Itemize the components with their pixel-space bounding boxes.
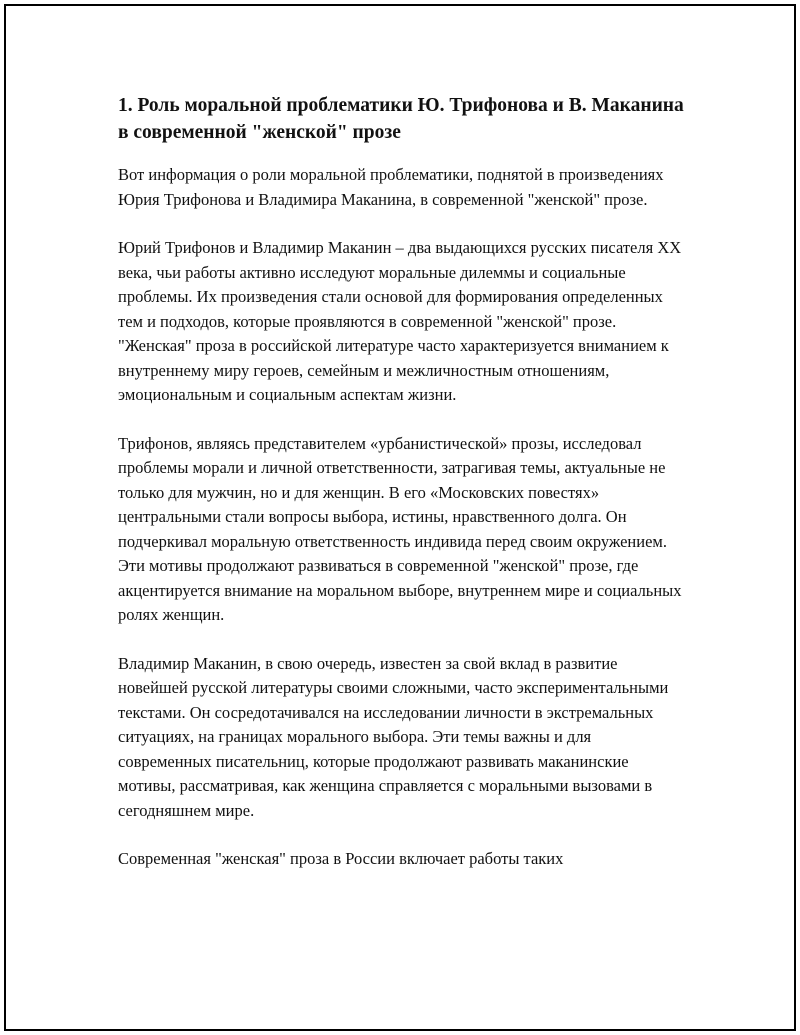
paragraph-authors: Юрий Трифонов и Владимир Маканин – два выдающихся русских писателя XX века, чьи работы активно исследуют моральные дилеммы и социальные проблемы. Их произведения стали основой для формирования определенных тем и подходов, которые проявляются в современной "женской" прозе. "Женская" проза в российской литературе часто характеризуется вниманием к внутреннему миру героев, семейным и межличностным отношениям, эмоциональным и социальным аспектам жизни. <box>118 238 682 404</box>
document-content <box>118 92 688 896</box>
paragraph-makanin: Владимир Маканин, в свою очередь, известен за свой вклад в развитие новейшей русской литературы своими сложными, часто экспериментальными текстами. Он сосредотачивался на исследовании личности в экстремальных ситуациях, на границах морального выбора. Эти темы важны и для современных писательниц, которые продолжают развивать маканинские мотивы, рассматривая, как женщина справляется с моральными вызовами в сегодняшнем мире. <box>118 653 669 820</box>
paragraph-modern-prose: Современная "женская" проза в России включает работы таких <box>118 849 564 868</box>
paragraph-trifonov: Трифонов, являясь представителем «урбанистической» прозы, исследовал проблемы морали и личной ответственности, затрагивая темы, актуальные не только для мужчин, но и для женщин. В его «Московских повестях» центральными стали вопросы выбора, истины, нравственного долга. Он подчеркивал моральную ответственность индивида перед своим окружением. Эти мотивы продолжают развиваться в современной "женской" прозе, где акцентируется внимание на моральном выборе, внутреннем мире и социальных ролях женщин. <box>118 433 682 624</box>
paragraph-intro: Вот информация о роли моральной проблематики, поднятой в произведениях Юрия Трифонова и Владимира Маканина, в современной "женской" прозе. <box>118 165 664 209</box>
section-heading: 1. Роль моральной проблематики Ю. Трифонова и В. Маканина в современной "женской" прозе <box>118 95 684 143</box>
